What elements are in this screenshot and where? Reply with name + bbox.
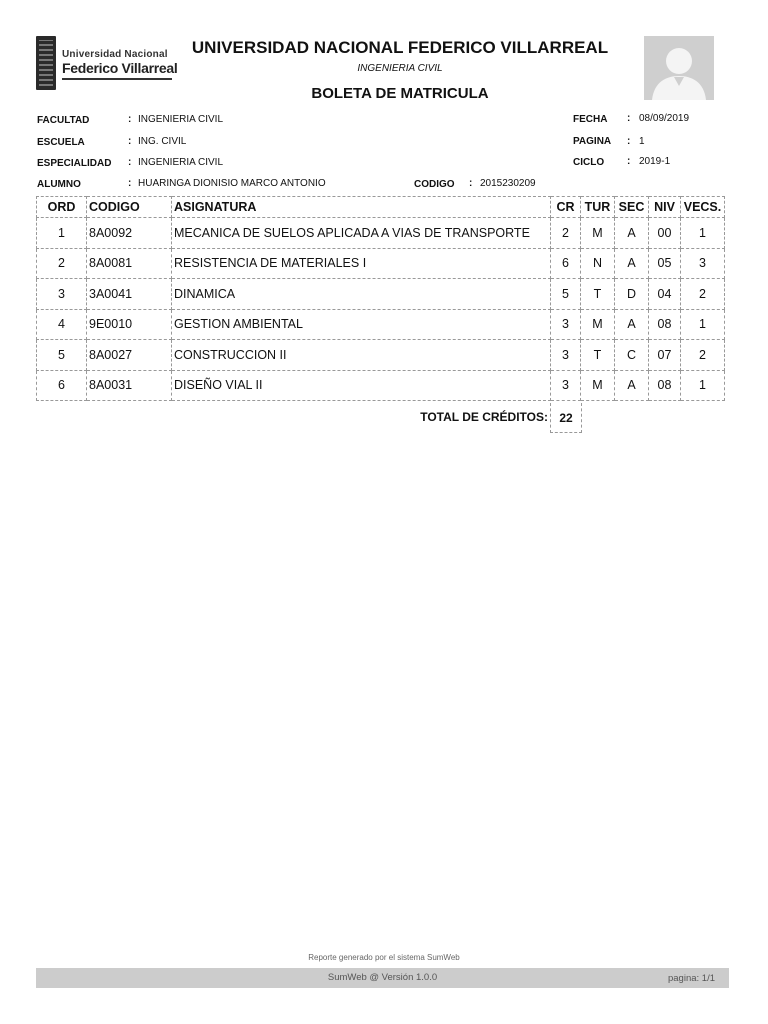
alumno-label: ALUMNO	[37, 179, 81, 190]
logo-text-line1: Universidad Nacional	[62, 49, 168, 60]
table-cell: 05	[649, 248, 681, 279]
footer-page-number: pagina: 1/1	[667, 973, 715, 984]
table-cell: 2	[551, 218, 581, 249]
table-cell: 07	[649, 340, 681, 371]
table-cell: 3	[37, 279, 87, 310]
university-logo	[36, 36, 178, 90]
table-cell: 3	[551, 370, 581, 401]
table-cell: A	[615, 248, 649, 279]
table-cell: N	[581, 248, 615, 279]
facultad-colon: :	[128, 114, 132, 125]
table-header-row	[37, 197, 725, 218]
university-emblem-icon	[36, 36, 56, 90]
column-header: ASIGNATURA	[172, 197, 551, 218]
column-header: ORD	[37, 197, 87, 218]
codigo-value: 2015230209	[480, 178, 536, 189]
table-cell: A	[615, 218, 649, 249]
column-header: CR	[551, 197, 581, 218]
column-header: NIV	[649, 197, 681, 218]
table-cell: 3A0041	[87, 279, 172, 310]
ciclo-value: 2019-1	[639, 156, 671, 167]
table-cell: 8A0092	[87, 218, 172, 249]
codigo-colon: :	[469, 178, 473, 189]
table-cell: 2	[681, 340, 725, 371]
codigo-label: CODIGO	[414, 179, 455, 190]
courses-table	[36, 196, 725, 401]
ciclo-label: CICLO	[573, 157, 605, 168]
table-row	[37, 218, 725, 249]
table-cell: 6	[551, 248, 581, 279]
table-cell: 9E0010	[87, 309, 172, 340]
table-cell: 8A0027	[87, 340, 172, 371]
table-cell: 1	[681, 370, 725, 401]
table-cell: M	[581, 309, 615, 340]
table-cell: 04	[649, 279, 681, 310]
table-cell: M	[581, 218, 615, 249]
table-cell: 2	[681, 279, 725, 310]
fecha-label: FECHA	[573, 114, 608, 125]
column-header: VECS.	[681, 197, 725, 218]
pagina-label: PAGINA	[573, 136, 612, 147]
escuela-label: ESCUELA	[37, 137, 85, 148]
table-cell: 4	[37, 309, 87, 340]
table-cell: DINAMICA	[172, 279, 551, 310]
fecha-colon: :	[627, 113, 631, 124]
table-cell: 5	[551, 279, 581, 310]
total-credits-value: 22	[550, 403, 582, 433]
footer-version: SumWeb @ Versión 1.0.0	[327, 972, 438, 983]
especialidad-label: ESPECIALIDAD	[37, 158, 112, 169]
table-cell: 8A0031	[87, 370, 172, 401]
table-cell: T	[581, 279, 615, 310]
total-credits-label: TOTAL DE CRÉDITOS:	[420, 410, 548, 424]
table-cell: 1	[37, 218, 87, 249]
alumno-colon: :	[128, 178, 132, 189]
university-title: UNIVERSIDAD NACIONAL FEDERICO VILLARREAL	[191, 38, 609, 57]
table-cell: RESISTENCIA DE MATERIALES I	[172, 248, 551, 279]
table-cell: 1	[681, 309, 725, 340]
table-cell: A	[615, 370, 649, 401]
especialidad-value: INGENIERIA CIVIL	[138, 157, 224, 168]
table-cell: 00	[649, 218, 681, 249]
table-cell: 6	[37, 370, 87, 401]
table-row	[37, 309, 725, 340]
facultad-label: FACULTAD	[37, 115, 90, 126]
table-row	[37, 279, 725, 310]
table-cell: 8A0081	[87, 248, 172, 279]
table-cell: 2	[37, 248, 87, 279]
table-cell: 3	[681, 248, 725, 279]
table-cell: MECANICA DE SUELOS APLICADA A VIAS DE TRANSPORTE	[172, 218, 551, 249]
table-cell: 5	[37, 340, 87, 371]
table-cell: M	[581, 370, 615, 401]
table-cell: GESTION AMBIENTAL	[172, 309, 551, 340]
facultad-value: INGENIERIA CIVIL	[138, 114, 224, 125]
column-header: SEC	[615, 197, 649, 218]
fecha-value: 08/09/2019	[639, 113, 690, 124]
escuela-colon: :	[128, 136, 132, 147]
table-row	[37, 248, 725, 279]
document-title: BOLETA DE MATRICULA	[311, 85, 489, 102]
table-cell: 08	[649, 309, 681, 340]
alumno-value: HUARINGA DIONISIO MARCO ANTONIO	[138, 178, 326, 189]
ciclo-colon: :	[627, 156, 631, 167]
table-row	[37, 370, 725, 401]
table-cell: 3	[551, 340, 581, 371]
column-header: TUR	[581, 197, 615, 218]
pagina-colon: :	[627, 136, 631, 147]
report-footnote: Reporte generado por el sistema SumWeb	[308, 953, 460, 962]
pagina-value: 1	[639, 136, 645, 147]
table-cell: DISEÑO VIAL II	[172, 370, 551, 401]
table-cell: A	[615, 309, 649, 340]
logo-divider	[62, 78, 172, 80]
user-silhouette-icon	[644, 36, 714, 100]
table-cell: C	[615, 340, 649, 371]
column-header: CODIGO	[87, 197, 172, 218]
table-cell: 08	[649, 370, 681, 401]
faculty-subtitle: INGENIERIA CIVIL	[357, 63, 443, 74]
table-row	[37, 340, 725, 371]
table-cell: 1	[681, 218, 725, 249]
table-cell: CONSTRUCCION II	[172, 340, 551, 371]
escuela-value: ING. CIVIL	[138, 136, 187, 147]
table-cell: D	[615, 279, 649, 310]
student-photo-placeholder	[644, 36, 714, 100]
table-cell: 3	[551, 309, 581, 340]
logo-text-line2: Federico Villarreal	[62, 60, 178, 76]
especialidad-colon: :	[128, 157, 132, 168]
table-cell: T	[581, 340, 615, 371]
footer-bar	[36, 968, 729, 988]
